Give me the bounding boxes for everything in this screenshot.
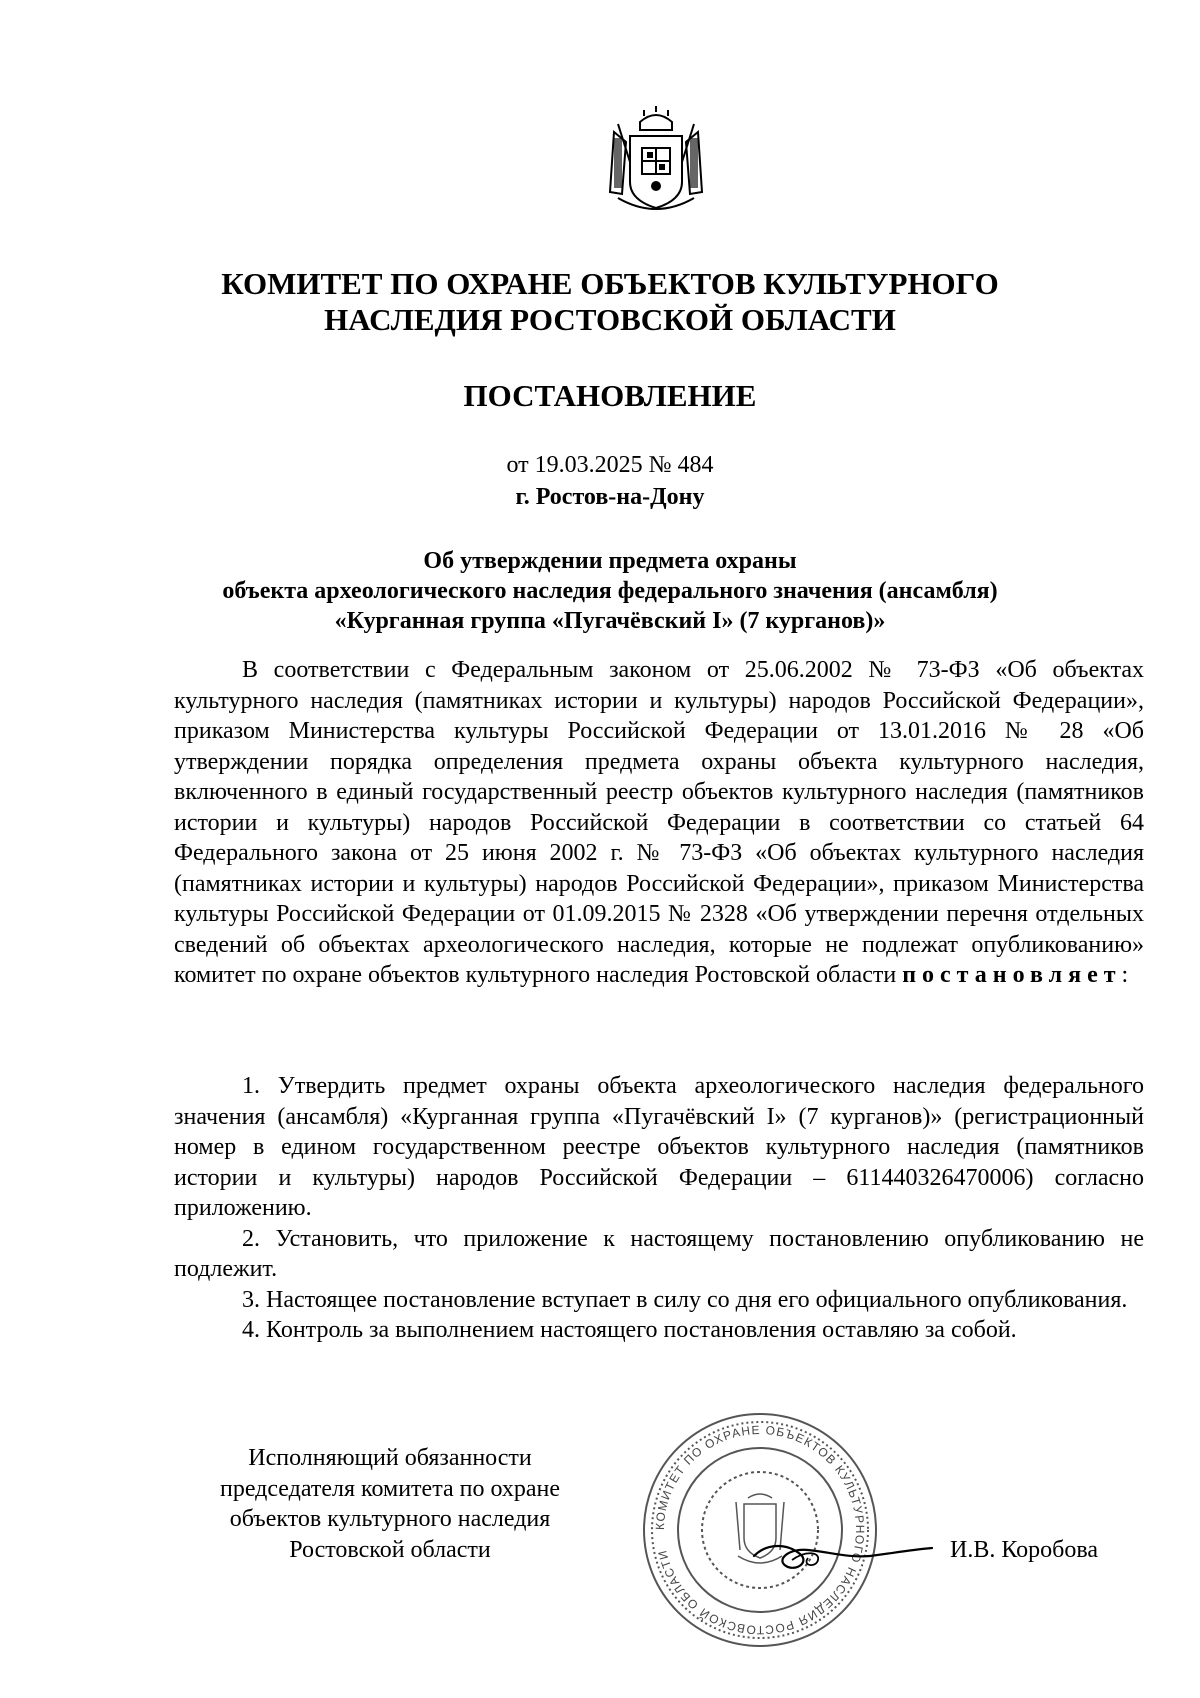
subject-line-3: «Курганная группа «Пугачёвский I» (7 курганов)»: [334, 608, 886, 634]
org-line-1: КОМИТЕТ ПО ОХРАНЕ ОБЪЕКТОВ КУЛЬТУРНОГО: [221, 266, 999, 301]
preamble-section: [174, 655, 1144, 991]
organization-name: [150, 266, 1070, 338]
handwritten-signature: [748, 1520, 938, 1580]
signatory-title-line-3: объектов культурного наследия: [229, 1506, 551, 1532]
preamble-text: В соответствии с Федеральным законом от 25.06.2002 № 73-ФЗ «Об объектах культурного наследия (памятниках истории и культуры) народов Российской Федерации», приказом Министерства культуры Российской Федерации от 13.01.2016 № 28 «Об утверждении порядка определения предмета охраны объекта культурного наследия, включенного в единый государственный реестр объектов культурного наследия (памятников истории и культуры) народов Российской Федерации в соответствии со статьей 64 Федерального закона от 25 июня 2002 г. № 73-ФЗ «Об объектах культурного наследия (памятниках истории и культуры) народов Российской Федерации», приказом Министерства культуры Российской Федерации от 01.09.2015 № 2328 «Об утверждении перечня отдельных сведений об объектах археологического наследия, которые не подлежат опубликованию» комитет по охране объектов культурного наследия Ростовской области: [174, 657, 1144, 988]
decree-item-4: 4. Контроль за выполнением настоящего постановления оставляю за собой.: [242, 1317, 1017, 1343]
decree-word: постановляет: [902, 962, 1122, 988]
org-line-2: НАСЛЕДИЯ РОСТОВСКОЙ ОБЛАСТИ: [324, 302, 896, 337]
decree-item-2: 2. Установить, что приложение к настоящему постановлению опубликованию не подлежит.: [174, 1225, 1144, 1282]
signatory-title-line-2: председателя комитета по охране: [219, 1475, 561, 1502]
document-subject: [150, 546, 1070, 636]
signatory-name: И.В. Коробова: [950, 1537, 1099, 1563]
subject-line-1: Об утверждении предмета охраны: [423, 548, 797, 574]
preamble-paragraph: [174, 655, 1144, 991]
document-date-number: от 19.03.2025 № 484: [506, 452, 714, 478]
decree-item-3: 3. Настоящее постановление вступает в силу со дня его официального опубликования.: [242, 1286, 1128, 1313]
coat-of-arms-emblem: [600, 102, 712, 220]
signatory-title-line-4: Ростовской области: [289, 1536, 491, 1563]
decree-items: [174, 1071, 1144, 1346]
signatory-title: [180, 1443, 600, 1565]
seal-outer-text: КОМИТЕТ ПО ОХРАНЕ ОБЪЕКТОВ КУЛЬТУРНОГО НАСЛЕДИЯ РОСТОВСКОЙ ОБЛАСТИ: [652, 1422, 868, 1638]
subject-line-2: объекта археологического наследия федерального значения (ансамбля): [222, 578, 998, 604]
document-city: г. Ростов-на-Дону: [515, 484, 705, 510]
signatory-title-line-1: Исполняющий обязанности: [248, 1445, 532, 1471]
document-type: ПОСТАНОВЛЕНИЕ: [463, 378, 757, 413]
decree-item-1: 1. Утвердить предмет охраны объекта археологического наследия федерального значения (ансамбля) «Курганная группа «Пугачёвский I» (7 курганов)» (регистрационный номер в едином государственном реестре объектов культурного наследия (памятников истории и культуры) народов Российской Федерации – 611440326470006) согласно приложению.: [174, 1073, 1144, 1221]
preamble-ending: :: [1121, 962, 1129, 988]
